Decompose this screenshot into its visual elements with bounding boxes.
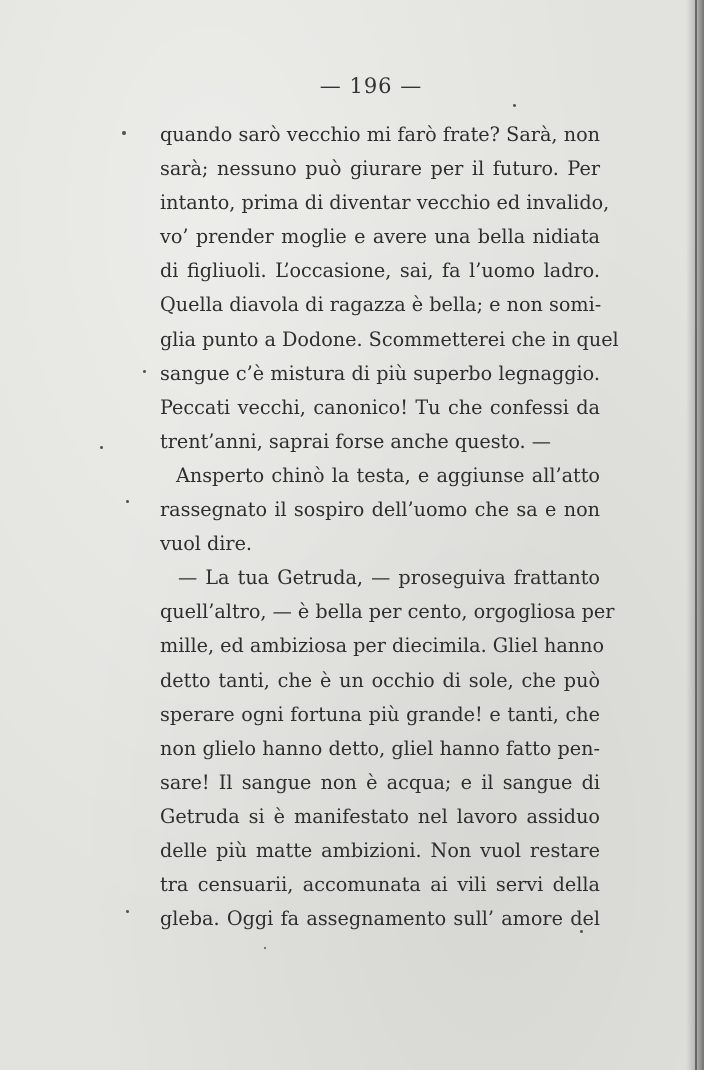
text-line: Peccati vecchi, canonico! Tu che confessi da [160, 395, 600, 419]
text-line: Getruda si è manifestato nel lavoro assiduo [160, 804, 600, 828]
text-line: quando sarò vecchio mi farò frate? Sarà, non [160, 123, 600, 146]
text-line: tra censuarii, accomunata ai vili servi della [160, 873, 600, 897]
text-line: sare! Il sangue non è acqua; e il sangue di [160, 770, 600, 794]
text-line: mille, ed ambiziosa per diecimila. Gliel hanno [160, 634, 605, 658]
paper-speck [513, 104, 516, 107]
text-line: Ansperto chinò la testa, e aggiunse all’atto [176, 463, 600, 487]
text-line: sarà; nessuno può giurare per il futuro. Per [160, 157, 600, 181]
text-line: sangue c’è mistura di più superbo legnaggio. [160, 361, 600, 385]
text-line: gleba. Oggi fa assegnamento sull’ amore del [160, 907, 600, 931]
text-line: glia punto a Dodone. Scommetterei che in quel [160, 327, 619, 351]
text-line: delle più matte ambizioni. Non vuol restare [160, 838, 600, 862]
paper-speck [100, 446, 103, 449]
text-line: sperare ogni fortuna più grande! e tanti, che [160, 702, 600, 726]
paper-speck [126, 910, 129, 913]
body-text [160, 118, 619, 936]
text-line: detto tanti, che è un occhio di sole, che può [160, 668, 600, 692]
text-line: intanto, prima di diventar vecchio ed invalido, [160, 191, 610, 215]
paper-speck [122, 131, 126, 135]
text-line: rassegnato il sospiro dell’uomo che sa e non [160, 498, 600, 522]
text-line: non glielo hanno detto, gliel hanno fatto pen- [160, 736, 600, 760]
paper-speck [126, 500, 129, 503]
text-line: di figliuoli. L’occasione, sai, fa l’uomo ladro. [160, 259, 600, 283]
paper-speck [143, 370, 146, 373]
text-line: quell’altro, — è bella per cento, orgogliosa per [160, 600, 615, 624]
paper-speck [580, 930, 583, 933]
page-edge-line [695, 0, 697, 1070]
text-line: trent’anni, saprai forse anche questo. — [160, 429, 551, 453]
text-line: — La tua Getruda, — proseguiva frattanto [178, 566, 600, 590]
text-line: vo’ prender moglie e avere una bella nidiata [160, 225, 600, 249]
text-line: vuol dire. [160, 532, 253, 556]
paper-speck [264, 947, 266, 949]
text-line: Quella diavola di ragazza è bella; e non somi- [160, 293, 602, 317]
page-number: — 196 — [319, 74, 423, 98]
